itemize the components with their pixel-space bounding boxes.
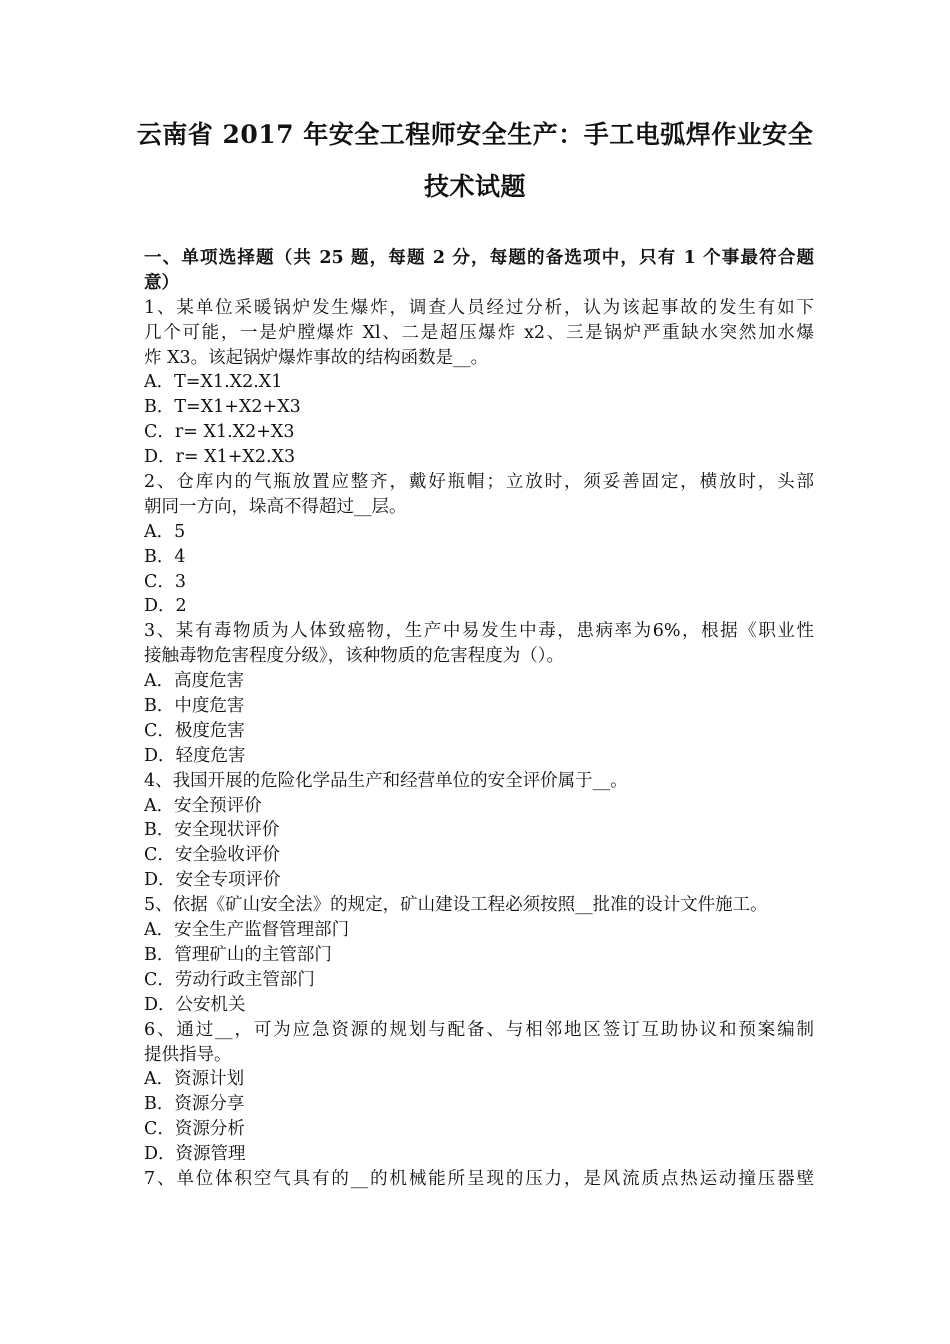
question-2-option-b: B．4 — [144, 546, 186, 567]
question-3-stem-line-2: 接触毒物危害程度分级》，该种物质的危害程度为（）。 — [144, 646, 564, 667]
section-heading-line-1: 一、单项选择题（共 25 题，每题 2 分，每题的备选项中，只有 1 个事最符合题 — [144, 248, 814, 268]
question-3-option-d: D．轻度危害 — [144, 745, 246, 766]
question-4-option-b: B．安全现状评价 — [144, 820, 280, 841]
question-1-stem-line-1: 1、某单位采暖锅炉发生爆炸，调查人员经过分析，认为该起事故的发生有如下 — [144, 297, 814, 318]
question-1-stem-line-2: 几个可能，一是炉膛爆炸 Xl、二是超压爆炸 x2、三是锅炉严重缺水突然加水爆 — [144, 322, 814, 343]
question-4-option-a: A．安全预评价 — [144, 795, 262, 816]
question-2-stem-line-1: 2、仓库内的气瓶放置应整齐，戴好瓶帽；立放时，须妥善固定，横放时，头部 — [144, 472, 814, 493]
document-title-line-2: 技术试题 — [423, 172, 526, 201]
question-5-option-d: D．公安机关 — [144, 994, 246, 1015]
question-6-option-c: C．资源分析 — [144, 1119, 245, 1140]
document-body — [144, 246, 814, 1192]
question-2-option-a: A．5 — [144, 521, 186, 542]
section-heading-line-2: 意） — [144, 272, 179, 293]
question-5-option-b: B．管理矿山的主管部门 — [144, 944, 332, 965]
question-2-option-d: D．2 — [144, 596, 187, 617]
question-1-stem-line-3: 炸 X3。该起锅炉爆炸事故的结构函数是__。 — [144, 347, 489, 368]
question-6-option-b: B．资源分享 — [144, 1094, 245, 1115]
question-6-stem-line-1: 6、通过__，可为应急资源的规划与配备、与相邻地区签订互助协议和预案编制 — [144, 1019, 814, 1040]
question-1-option-d: D．r= X1+X2.X3 — [144, 447, 296, 468]
question-1-option-b: B．T=X1+X2+X3 — [144, 397, 301, 418]
question-2-stem-line-2: 朝同一方向，垛高不得超过__层。 — [144, 496, 407, 517]
document-title-line-1: 云南省 2017 年安全工程师安全生产：手工电弧焊作业安全 — [136, 120, 814, 149]
question-5-option-a: A．安全生产监督管理部门 — [144, 920, 350, 941]
question-1-option-a: A．T=X1.X2.X1 — [144, 372, 283, 393]
question-4-stem-line-1: 4、我国开展的危险化学品生产和经营单位的安全评价属于__。 — [144, 770, 628, 791]
question-4-option-c: C．安全验收评价 — [144, 845, 280, 866]
question-6-option-a: A．资源计划 — [144, 1069, 245, 1090]
question-3-option-b: B．中度危害 — [144, 696, 245, 717]
question-3-stem-line-1: 3、某有毒物质为人体致癌物，生产中易发生中毒，患病率为6%，根据《职业性 — [144, 621, 814, 642]
question-6-stem-line-2: 提供指导。 — [144, 1044, 232, 1065]
question-3-option-a: A．高度危害 — [144, 671, 245, 692]
question-5-stem-line-1: 5、依据《矿山安全法》的规定，矿山建设工程必须按照__批准的设计文件施工。 — [144, 895, 768, 916]
question-3-option-c: C．极度危害 — [144, 720, 245, 741]
question-2-option-c: C．3 — [144, 571, 187, 592]
question-5-option-c: C．劳动行政主管部门 — [144, 969, 315, 990]
question-7-stem-line-1: 7、单位体积空气具有的__的机械能所呈现的压力，是风流质点热运动撞压器壁 — [144, 1168, 814, 1189]
question-1-option-c: C．r= X1.X2+X3 — [144, 422, 295, 443]
question-4-option-d: D．安全专项评价 — [144, 870, 281, 891]
question-6-option-d: D．资源管理 — [144, 1144, 246, 1165]
